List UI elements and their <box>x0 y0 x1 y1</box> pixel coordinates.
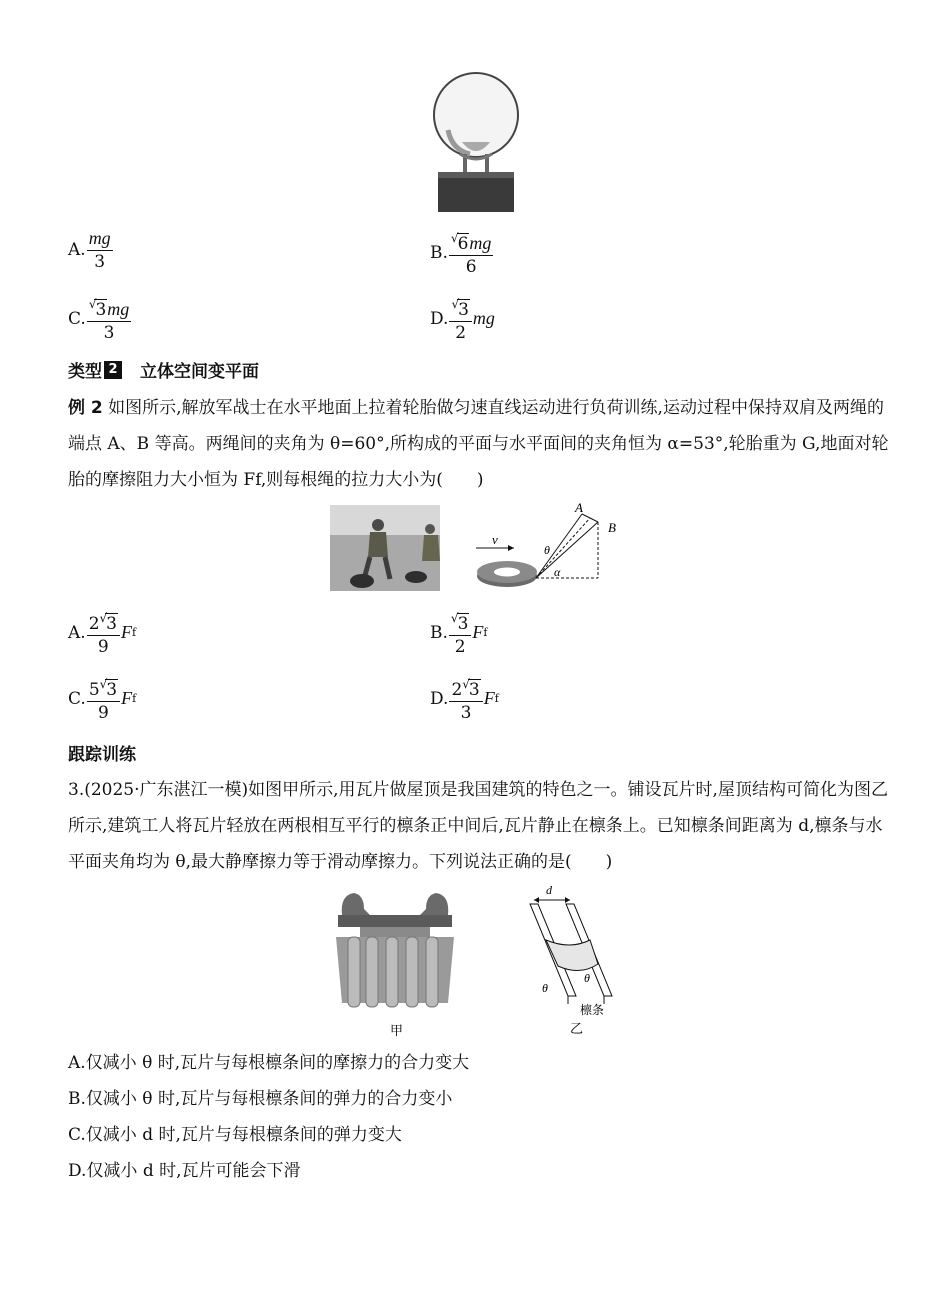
velocity-label: v <box>492 532 498 547</box>
q3-option-c[interactable]: C.仅减小 d 时,瓦片与每根檩条间的弹力变大 <box>68 1125 402 1145</box>
option-d[interactable] <box>430 294 495 343</box>
theta-label: θ <box>544 543 550 557</box>
example-text: 如图所示,解放军战士在水平地面上拉着轮胎做匀速直线运动进行负荷训练,运动过程中保持双肩及两绳的端点 A、B 等高。两绳间的夹角为 θ=60°,所构成的平面与水平面间的夹角恒为 α=53°,轮胎重为 G,地面对轮胎的摩擦阻力大小恒为 Ff,则每根绳的拉力大小为( ) <box>68 398 889 490</box>
option-label: D. <box>430 308 449 329</box>
option-d[interactable] <box>430 674 499 723</box>
option-label: D. <box>430 688 449 709</box>
option-a[interactable] <box>68 608 136 657</box>
denominator: 9 <box>97 637 109 657</box>
option-label: C. <box>68 308 86 329</box>
q3-option-b[interactable]: B.仅减小 θ 时,瓦片与每根檩条间的弹力的合力变小 <box>68 1089 453 1109</box>
fraction: $\frac{^√6mg}{6}$ <box>449 228 493 277</box>
theta-right: θ <box>584 971 590 985</box>
force-subscript: f <box>483 626 488 639</box>
denominator: 3 <box>460 703 472 723</box>
radicand: 3 <box>457 614 469 634</box>
follow-training-heading: 跟踪训练 <box>68 745 136 765</box>
radicand: 3 <box>106 680 118 700</box>
radicand: 3 <box>458 300 469 320</box>
force-subscript: f <box>132 626 137 639</box>
q3-option-d[interactable]: D.仅减小 d 时,瓦片可能会下滑 <box>68 1161 301 1181</box>
q3-option-a[interactable]: A.仅减小 θ 时,瓦片与每根檩条间的摩擦力的合力变大 <box>68 1053 470 1073</box>
purlin-diagram-yi <box>520 880 630 1040</box>
fraction: $\frac{^√3mg}{3}$ <box>87 294 131 343</box>
tire-diagram <box>470 500 630 592</box>
numerator-tail: mg <box>469 233 492 253</box>
radicand: 6 <box>457 234 469 254</box>
option-b[interactable] <box>430 608 487 657</box>
roof-photo-jia <box>330 885 460 1040</box>
coefficient: 5 <box>88 680 100 700</box>
section-heading-type2 <box>68 357 259 382</box>
type-number-badge: 2 <box>104 361 122 379</box>
fraction <box>87 228 113 272</box>
sphere-stand-figure <box>430 70 522 214</box>
force-symbol: F <box>121 622 132 642</box>
radicand: 3 <box>106 614 117 634</box>
force-symbol: F <box>121 688 133 708</box>
alpha-label: α <box>554 565 561 579</box>
radicand: 3 <box>95 300 107 320</box>
option-label: A. <box>68 240 86 260</box>
after-fraction: mg <box>472 308 495 328</box>
numerator: mg <box>88 228 111 248</box>
type-text: 类型 <box>68 362 102 382</box>
fig-jia-caption: 甲 <box>390 1024 404 1039</box>
denominator: 2 <box>454 637 466 657</box>
option-b[interactable] <box>430 228 494 277</box>
denominator: 6 <box>465 257 477 277</box>
denominator: 9 <box>98 703 109 723</box>
fig-yi-caption: 乙 <box>570 1022 584 1037</box>
example-label: 例 2 <box>68 398 103 418</box>
coefficient: 2 <box>88 614 100 634</box>
fraction: $\frac{^√3}{2}$ <box>449 294 471 343</box>
point-a-label: A <box>575 500 583 515</box>
force-symbol: F <box>483 688 495 708</box>
soldier-photo <box>330 505 440 591</box>
denominator: 3 <box>94 252 106 272</box>
option-label: A. <box>68 622 86 643</box>
option-c[interactable] <box>68 674 136 723</box>
radicand: 3 <box>468 680 480 700</box>
option-label: B. <box>430 622 448 643</box>
numerator-tail: mg <box>107 299 130 319</box>
force-symbol: F <box>472 622 484 642</box>
denominator: 3 <box>103 323 115 343</box>
option-label: C. <box>68 688 86 709</box>
point-b-label: B <box>608 520 616 535</box>
coefficient: 2 <box>451 680 463 700</box>
type-title: 立体空间变平面 <box>140 362 259 382</box>
force-subscript: f <box>494 692 499 705</box>
d-label: d <box>546 883 552 897</box>
theta-left: θ <box>542 981 548 995</box>
option-a[interactable] <box>68 228 114 272</box>
denominator: 2 <box>455 323 467 343</box>
example2-paragraph <box>68 390 890 498</box>
force-subscript: f <box>132 692 137 705</box>
fraction: $\frac{2^√3}{9}$ <box>87 608 120 657</box>
fraction: $\frac{^√3}{2}$ <box>449 608 471 657</box>
purlin-label: 檩条 <box>580 1003 605 1017</box>
option-c[interactable] <box>68 294 132 343</box>
fraction: $\frac{2^√3}{3}$ <box>449 674 482 723</box>
question3-paragraph: 3.(2025·广东湛江一模)如图甲所示,用瓦片做屋顶是我国建筑的特色之一。铺设瓦片时,屋顶结构可简化为图乙所示,建筑工人将瓦片轻放在两根相互平行的檩条正中间后,瓦片静止在檩条上。已知檩条间距离为 d,檩条与水平面夹角均为 θ,最大静摩擦力等于滑动摩擦力。下列说法正确的是( ) <box>68 780 888 872</box>
fraction: $\frac{5^√3}{9}$ <box>87 674 120 723</box>
option-label: B. <box>430 242 448 263</box>
